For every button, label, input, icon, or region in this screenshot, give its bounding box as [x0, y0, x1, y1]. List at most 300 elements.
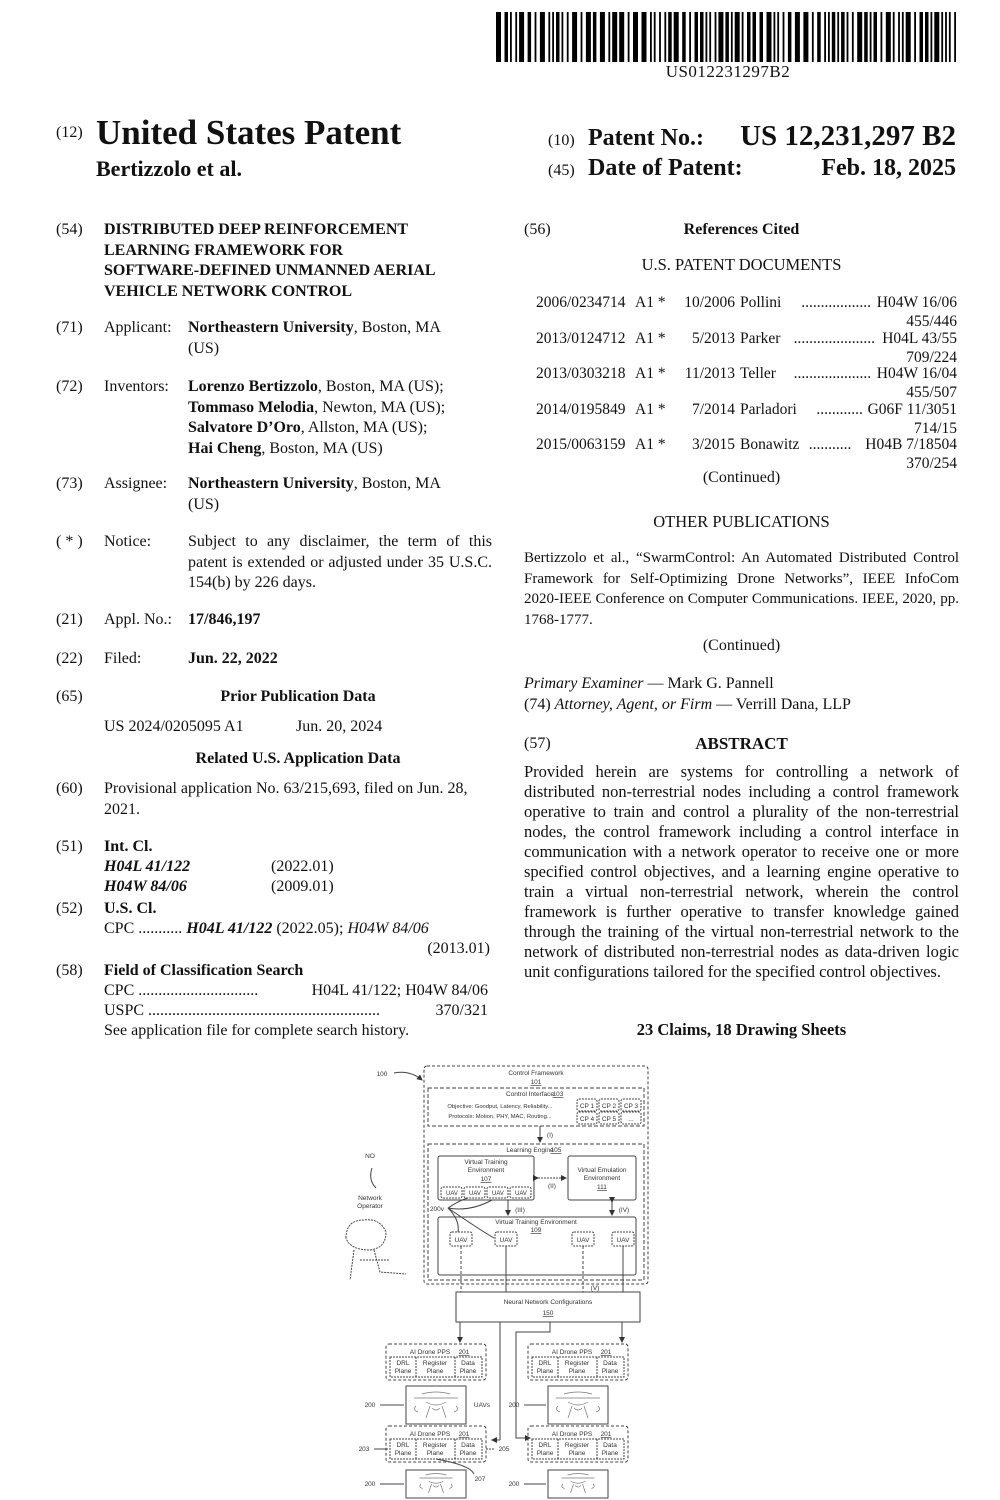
register-plane-label: Plane: [568, 1368, 586, 1375]
ref-205: 205: [498, 1446, 510, 1453]
reference-inventor: Teller: [740, 365, 776, 382]
barcode-bar: [824, 12, 826, 62]
barcode-bar: [496, 12, 501, 62]
reference-us-class: 714/15: [913, 419, 957, 437]
barcode-bar: [556, 12, 560, 62]
barcode-bar: [949, 12, 951, 62]
int-cl-version: (2009.01): [271, 878, 334, 895]
attorney-label: Attorney, Agent, or Firm: [554, 696, 713, 713]
barcode-bar: [668, 12, 672, 62]
assignee-location: , Boston, MA: [353, 475, 441, 492]
inid-code-52: (52): [56, 900, 83, 917]
representative-drawing: [340, 1060, 670, 1500]
ref-150: 150: [542, 1310, 554, 1317]
title-line: VEHICLE NETWORK CONTROL: [104, 282, 353, 300]
barcode-bar: [515, 12, 517, 62]
reference-date: 3/2015: [691, 436, 735, 453]
barcode-bar: [874, 12, 878, 62]
drone-icon: [420, 1474, 453, 1494]
pps-label: AI Drone PPS: [409, 1431, 451, 1438]
inventor-entry: [188, 418, 492, 439]
uspc-label: USPC: [104, 1002, 145, 1019]
inid-code-57: (57): [524, 735, 551, 752]
reference-row: [530, 365, 957, 403]
vee-label: Virtual Emulation: [577, 1167, 627, 1174]
barcode-bar: [567, 12, 569, 62]
other-publications-heading: OTHER PUBLICATIONS: [653, 512, 830, 531]
ref-201: 201: [600, 1349, 612, 1356]
inventor-location: , Boston, MA (US): [261, 439, 383, 457]
inid-code-72: (72): [56, 378, 83, 395]
barcode-bar: [628, 12, 630, 62]
barcode-bar: [581, 12, 583, 62]
uav-label: UAV: [492, 1191, 504, 1197]
reference-class: H04W 16/04: [876, 365, 957, 382]
barcode-bar: [870, 12, 872, 62]
control-framework-label: Control Framework: [508, 1070, 564, 1077]
barcode-bar: [847, 12, 849, 62]
data-plane-label: Plane: [459, 1450, 477, 1457]
barcode-bar: [753, 12, 757, 62]
inventor-entry: [188, 398, 492, 419]
register-plane-label: Plane: [426, 1368, 444, 1375]
references-heading: References Cited: [683, 221, 800, 238]
inid-code-65: (65): [56, 688, 83, 705]
cp-label: CP 2: [601, 1103, 617, 1110]
operator-body-icon: [350, 1250, 406, 1280]
inid-code-54: (54): [56, 221, 83, 238]
barcode-bar: [742, 12, 744, 62]
first-inventor: Bertizzolo et al.: [96, 156, 242, 181]
ref-203: 203: [358, 1446, 370, 1453]
inid-code-51: (51): [56, 838, 83, 855]
reference-us-class: 709/224: [906, 348, 957, 366]
related-text: Provisional application No. 63/215,693, filed on Jun. 28, 2021.: [104, 780, 468, 818]
barcode-bar: [795, 12, 800, 62]
cp-label: CP 5: [601, 1116, 617, 1123]
uavs-label: UAVs: [473, 1402, 491, 1409]
barcode-bar: [925, 12, 929, 62]
patent-number: US 12,231,297 B2: [740, 120, 956, 152]
inventor-name: Lorenzo Bertizzolo: [188, 378, 318, 395]
barcode-bar: [593, 12, 597, 62]
inventor-entry: [188, 439, 492, 460]
uav-label: UAV: [454, 1237, 468, 1244]
nn-config-box: [456, 1292, 640, 1322]
applicant-country: (US): [188, 339, 220, 357]
inid-code-21: (21): [56, 611, 83, 628]
reference-inventor: Parladori: [740, 400, 797, 418]
barcode-bar: [945, 12, 947, 62]
barcode-bar: [954, 12, 956, 62]
ref-200: 200: [508, 1402, 520, 1409]
barcode-bar: [650, 12, 652, 62]
barcode-bar: [664, 12, 666, 62]
network-operator-label: Network: [358, 1195, 382, 1202]
inventor-entry: [188, 377, 492, 398]
step-2-label: (II): [548, 1183, 556, 1190]
reference-row: [530, 401, 957, 439]
barcode-bar: [920, 12, 924, 62]
barcode-bar: [777, 12, 779, 62]
barcode-bar: [841, 12, 845, 62]
title-line: LEARNING FRAMEWORK FOR: [104, 241, 344, 259]
claims-and-sheets: 23 Claims, 18 Drawing Sheets: [636, 1020, 847, 1039]
data-plane-label: Plane: [601, 1450, 619, 1457]
applicant-label: Applicant:: [104, 319, 172, 336]
leader-dots: ....................: [793, 365, 872, 382]
ref-201: 201: [458, 1431, 470, 1438]
barcode-bar: [817, 12, 821, 62]
cpc-label: CPC: [104, 982, 135, 999]
reference-number: 2013/0303218: [536, 365, 626, 382]
patent-number-label: Patent No.:: [588, 125, 704, 151]
ref-200: 200: [364, 1402, 376, 1409]
ref-101: 101: [530, 1079, 542, 1086]
uav-label: UAV: [446, 1191, 458, 1197]
step-5-label: (V): [590, 1285, 600, 1292]
barcode-bar: [519, 12, 524, 62]
barcode-bar: [828, 12, 830, 62]
cp-label: ...: [628, 1116, 634, 1123]
step-1-label: (I): [546, 1132, 554, 1139]
assignee-country: (US): [188, 495, 220, 513]
barcode-bar: [540, 12, 545, 62]
barcode-bar: [548, 12, 550, 62]
ref-200: 200: [364, 1481, 376, 1488]
reference-date: 7/2014: [691, 400, 735, 418]
reference-number: 2014/0195849: [536, 400, 626, 418]
barcode-bar: [902, 12, 904, 62]
cp-label: CP 4: [579, 1116, 595, 1123]
attorney-name: — Verrill Dana, LLP: [712, 696, 851, 713]
reference-kind: A1 *: [635, 400, 666, 418]
ref-line: [448, 1200, 492, 1209]
register-plane-label: Plane: [426, 1450, 444, 1457]
vte-label: Virtual Training: [464, 1159, 508, 1166]
references-continued: (Continued): [702, 469, 781, 486]
ref-200v: 200v: [429, 1206, 445, 1213]
data-plane-label: Plane: [601, 1368, 619, 1375]
field-search-cpc-value: H04L 41/122; H04W 84/06: [309, 981, 488, 1002]
barcode-bar: [505, 12, 509, 62]
inid-code-56: (56): [524, 221, 551, 238]
data-plane-label: Data: [461, 1442, 475, 1449]
ref-207: 207: [474, 1476, 486, 1483]
reference-class: G06F 11/3051: [867, 400, 957, 418]
date-of-patent: Feb. 18, 2025: [821, 155, 956, 181]
drone-icon: [562, 1474, 595, 1494]
related-heading: Related U.S. Application Data: [195, 750, 401, 767]
inid-code-74: (74): [524, 696, 551, 713]
inid-code-12: (12): [56, 124, 83, 141]
barcode-bar: [562, 12, 564, 62]
barcode-bar: [886, 12, 891, 62]
data-plane-label: Data: [461, 1360, 475, 1367]
examiner-label: Primary Examiner: [524, 675, 644, 692]
barcode-bar: [586, 12, 591, 62]
barcode-bar: [510, 12, 512, 62]
reference-class: H04L 43/55: [882, 329, 957, 347]
inid-code-58: (58): [56, 962, 83, 979]
drl-plane-label: Plane: [536, 1450, 554, 1457]
barcode-bar: [709, 12, 711, 62]
leader-dots: ..........................................................: [148, 1002, 381, 1019]
reference-number: 2013/0124712: [536, 329, 626, 347]
reference-inventor: Bonawitz: [740, 436, 800, 453]
drl-plane-label: DRL: [538, 1360, 552, 1367]
drl-plane-label: Plane: [394, 1368, 412, 1375]
operator-head-icon: [346, 1220, 386, 1250]
reference-class: H04W 16/06: [876, 294, 957, 311]
register-plane-label: Register: [564, 1442, 590, 1449]
ref-111: 111: [597, 1184, 607, 1191]
reference-row: [530, 330, 957, 368]
applicant-location: , Boston, MA: [353, 319, 441, 336]
uav-label: UAV: [499, 1237, 513, 1244]
prior-pub-heading: Prior Publication Data: [220, 688, 376, 705]
barcode-bar: [700, 12, 704, 62]
drone-icon: [414, 1392, 458, 1418]
barcode-bar: [600, 12, 605, 62]
inventor-name: Salvatore D’Oro: [188, 419, 301, 436]
abstract-heading: ABSTRACT: [695, 734, 788, 753]
ref-201: 201: [600, 1431, 612, 1438]
step-4-label: (IV): [618, 1207, 630, 1214]
barcode-bar: [881, 12, 883, 62]
abstract-text: Provided herein are systems for controlling a network of distributed non-terrestrial nodes including a control framework operative to train and control a plurality of the non-terrestrial nodes, the control framework including a control interface in communication with a network operator to receive one or more specified control objectives, and a learning engine operative to train a virtual non-terrestrial network, wherein the control framework is further operative to transfer knowledge gained through the training of the virtual non-terrestrial network to the network of distributed non-terrestrial nodes as data-driven logic unit configurations tailored for the specified control objectives.: [524, 762, 959, 981]
vte2-label: Virtual Training Environment: [495, 1219, 577, 1226]
us-patent-docs-heading: U.S. PATENT DOCUMENTS: [641, 255, 842, 274]
barcode-bar: [864, 12, 868, 62]
cpc-primary-class: H04L 41/122: [186, 920, 273, 937]
ref-line: [448, 1208, 494, 1238]
barcode-bar: [760, 12, 764, 62]
inventors-label: Inventors:: [104, 378, 169, 395]
drl-plane-label: Plane: [394, 1450, 412, 1457]
vte-label: Environment: [467, 1167, 505, 1174]
barcode-bar: [837, 12, 839, 62]
nn-config-label: Neural Network Configurations: [503, 1299, 593, 1306]
register-plane-label: Register: [422, 1442, 448, 1449]
reference-number: 2015/0063159: [536, 436, 626, 453]
objective-line: Objective: Goodput, Latency, Reliability...: [447, 1104, 553, 1110]
barcode-bar: [552, 12, 554, 62]
notice-text: Subject to any disclaimer, the term of this patent is extended or adjusted under 35 U.S.C. 154(b) by 226 days.: [188, 533, 492, 591]
uav-label: UAV: [616, 1237, 630, 1244]
cp-label: CP 3: [623, 1103, 639, 1110]
barcode-bar: [659, 12, 661, 62]
uav-label: UAV: [515, 1191, 527, 1197]
inid-code-22: (22): [56, 650, 83, 667]
barcode-bar: [633, 12, 638, 62]
barcode-bar: [941, 12, 943, 62]
filed-label: Filed:: [104, 650, 142, 667]
us-cl-heading: U.S. Cl.: [104, 900, 157, 917]
reference-date: 5/2013: [691, 329, 735, 347]
barcode-bar: [619, 12, 624, 62]
barcode-bar: [767, 12, 772, 62]
reference-kind: A1 *: [635, 436, 666, 453]
uav-label: UAV: [576, 1237, 590, 1244]
leader-dots: .....................: [793, 329, 875, 347]
reference-us-class: 370/254: [906, 455, 957, 472]
data-plane-label: Plane: [459, 1368, 477, 1375]
inid-code-45: (45): [548, 162, 575, 179]
drl-plane-label: DRL: [396, 1360, 410, 1367]
barcode-bar: [774, 12, 776, 62]
inid-code-71: (71): [56, 319, 83, 336]
patent-title: [104, 220, 494, 302]
inventor-location: , Boston, MA (US);: [317, 378, 444, 395]
barcode-bar: [893, 12, 895, 62]
notice-label: Notice:: [104, 533, 152, 550]
reference-class: H04B 7/18504: [865, 436, 957, 453]
barcode-bar: [731, 12, 733, 62]
ref-200: 200: [508, 1481, 520, 1488]
barcode-bar: [735, 12, 740, 62]
leader-dots: ...........: [808, 436, 852, 453]
barcode-bar: [528, 12, 532, 62]
barcode-bar: [654, 12, 656, 62]
field-search-heading: Field of Classification Search: [104, 962, 304, 979]
reference-number: 2006/0234714: [536, 294, 626, 311]
pps-label: AI Drone PPS: [551, 1349, 593, 1356]
reference-kind: A1 *: [635, 294, 666, 311]
field-search-uspc-value: 370/321: [433, 1001, 488, 1022]
int-cl-version: (2022.01): [271, 858, 334, 875]
barcode-bar: [898, 12, 900, 62]
ref-100: 100: [376, 1071, 388, 1078]
reference-us-class: 455/446: [906, 313, 957, 330]
step-3-label: (III): [515, 1207, 525, 1214]
prior-pub-date: Jun. 20, 2024: [296, 718, 383, 735]
cpc-label: CPC: [104, 920, 135, 937]
barcode-bar: [832, 12, 836, 62]
barcode-bar: [718, 12, 723, 62]
pps-label: AI Drone PPS: [551, 1431, 593, 1438]
reference-inventor: Pollini: [740, 294, 782, 311]
barcode-bar: [725, 12, 729, 62]
reference-kind: A1 *: [635, 329, 666, 347]
inid-code-10: (10): [548, 132, 575, 149]
inventor-name: Tommaso Melodia: [188, 398, 315, 416]
inventors-list: [188, 377, 492, 459]
ref-line: [371, 1168, 376, 1188]
barcode-bar: [788, 12, 792, 62]
leader-dots: ..................: [801, 294, 871, 311]
barcode-bar: [706, 12, 708, 62]
barcode-bar: [695, 12, 699, 62]
us-cl-cpc: [104, 919, 488, 940]
inid-code-73: (73): [56, 475, 83, 492]
drl-plane-label: Plane: [536, 1368, 554, 1375]
applicant-value: [188, 318, 492, 359]
barcode-bar: [674, 12, 679, 62]
int-cl-class: H04L 41/122: [104, 858, 191, 875]
applicant-name: Northeastern University: [188, 319, 354, 336]
drl-plane-label: DRL: [396, 1442, 410, 1449]
inventor-location: , Newton, MA (US);: [314, 398, 446, 416]
reference-us-class: 455/507: [906, 384, 957, 401]
other-publications-continued: (Continued): [702, 637, 781, 654]
inid-code-notice: ( * ): [56, 533, 83, 550]
barcode-bar: [906, 12, 911, 62]
barcode-bar: [747, 12, 751, 62]
barcode-bar: [535, 12, 537, 62]
barcode-bar: [612, 12, 617, 62]
leader-dots: ...........: [138, 920, 183, 937]
assignee-value: [188, 474, 492, 515]
uav-label: UAV: [469, 1191, 481, 1197]
data-plane-label: Data: [603, 1442, 617, 1449]
reference-kind: A1 *: [635, 365, 666, 382]
barcode-bar: [812, 12, 814, 62]
reference-date: 10/2006: [684, 294, 735, 311]
barcode-bar: [914, 12, 916, 62]
int-cl-heading: Int. Cl.: [104, 838, 153, 855]
vee-label: Environment: [583, 1175, 621, 1182]
barcode-bar: [689, 12, 691, 62]
cp-label: CP 1: [579, 1103, 595, 1110]
document-type-title: United States Patent: [96, 113, 402, 152]
no-label: NO: [365, 1153, 375, 1160]
barcode-bar: [852, 12, 854, 62]
drl-plane-label: DRL: [538, 1442, 552, 1449]
ref-109: 109: [530, 1227, 542, 1234]
ref-105: 105: [550, 1147, 562, 1154]
appl-no-value: 17/846,197: [188, 611, 261, 628]
primary-examiner: [524, 674, 774, 695]
attorney: [524, 695, 851, 716]
barcode-bar: [642, 12, 647, 62]
examiner-name: — Mark G. Pannell: [643, 675, 774, 692]
barcode-number: US012231297B2: [665, 62, 791, 81]
barcode-bar: [783, 12, 785, 62]
int-cl-class: H04W 84/06: [104, 878, 187, 895]
barcode: [496, 12, 960, 62]
control-interface-label: Control Interface: [505, 1091, 555, 1098]
field-search-note: See application file for complete search history.: [104, 1022, 410, 1039]
barcode-bar: [608, 12, 610, 62]
barcode-bar: [857, 12, 862, 62]
field-search-uspc: [104, 1001, 488, 1022]
register-plane-label: Plane: [568, 1450, 586, 1457]
title-line: DISTRIBUTED DEEP REINFORCEMENT: [104, 221, 409, 238]
appl-no-label: Appl. No.:: [104, 611, 172, 628]
barcode-bar: [682, 12, 686, 62]
other-publication-entry: Bertizzolo et al., “SwarmControl: An Automated Distributed Control Framework for Self-Optimizing Drone Networks”, IEEE InfoCom 2020-IEEE Conference on Computer Communications. IEEE, 2020, pp. 1768-1777.: [524, 550, 959, 628]
prior-pub-number: US 2024/0205095 A1: [104, 718, 244, 735]
protocols-line: Protocols: Motion, PHY, MAC, Routing...: [448, 1114, 552, 1120]
field-search-cpc: [104, 981, 488, 1002]
ref-107: 107: [480, 1176, 492, 1183]
drone-image-box: [406, 1470, 466, 1498]
leader-dots: ..............................: [138, 982, 259, 999]
reference-row: [530, 294, 957, 332]
barcode-bar: [934, 12, 939, 62]
barcode-bar: [715, 12, 717, 62]
learning-engine-label: Learning Engine: [506, 1147, 554, 1154]
assignee-name: Northeastern University: [188, 475, 354, 492]
cpc-primary-version: (2022.05);: [272, 920, 348, 937]
cpc-secondary-version: (2013.01): [427, 940, 490, 957]
barcode-bar: [931, 12, 933, 62]
assignee-label: Assignee:: [104, 475, 168, 492]
barcode-bar: [572, 12, 577, 62]
filed-value: Jun. 22, 2022: [188, 650, 278, 667]
ref-line: [436, 1459, 474, 1474]
